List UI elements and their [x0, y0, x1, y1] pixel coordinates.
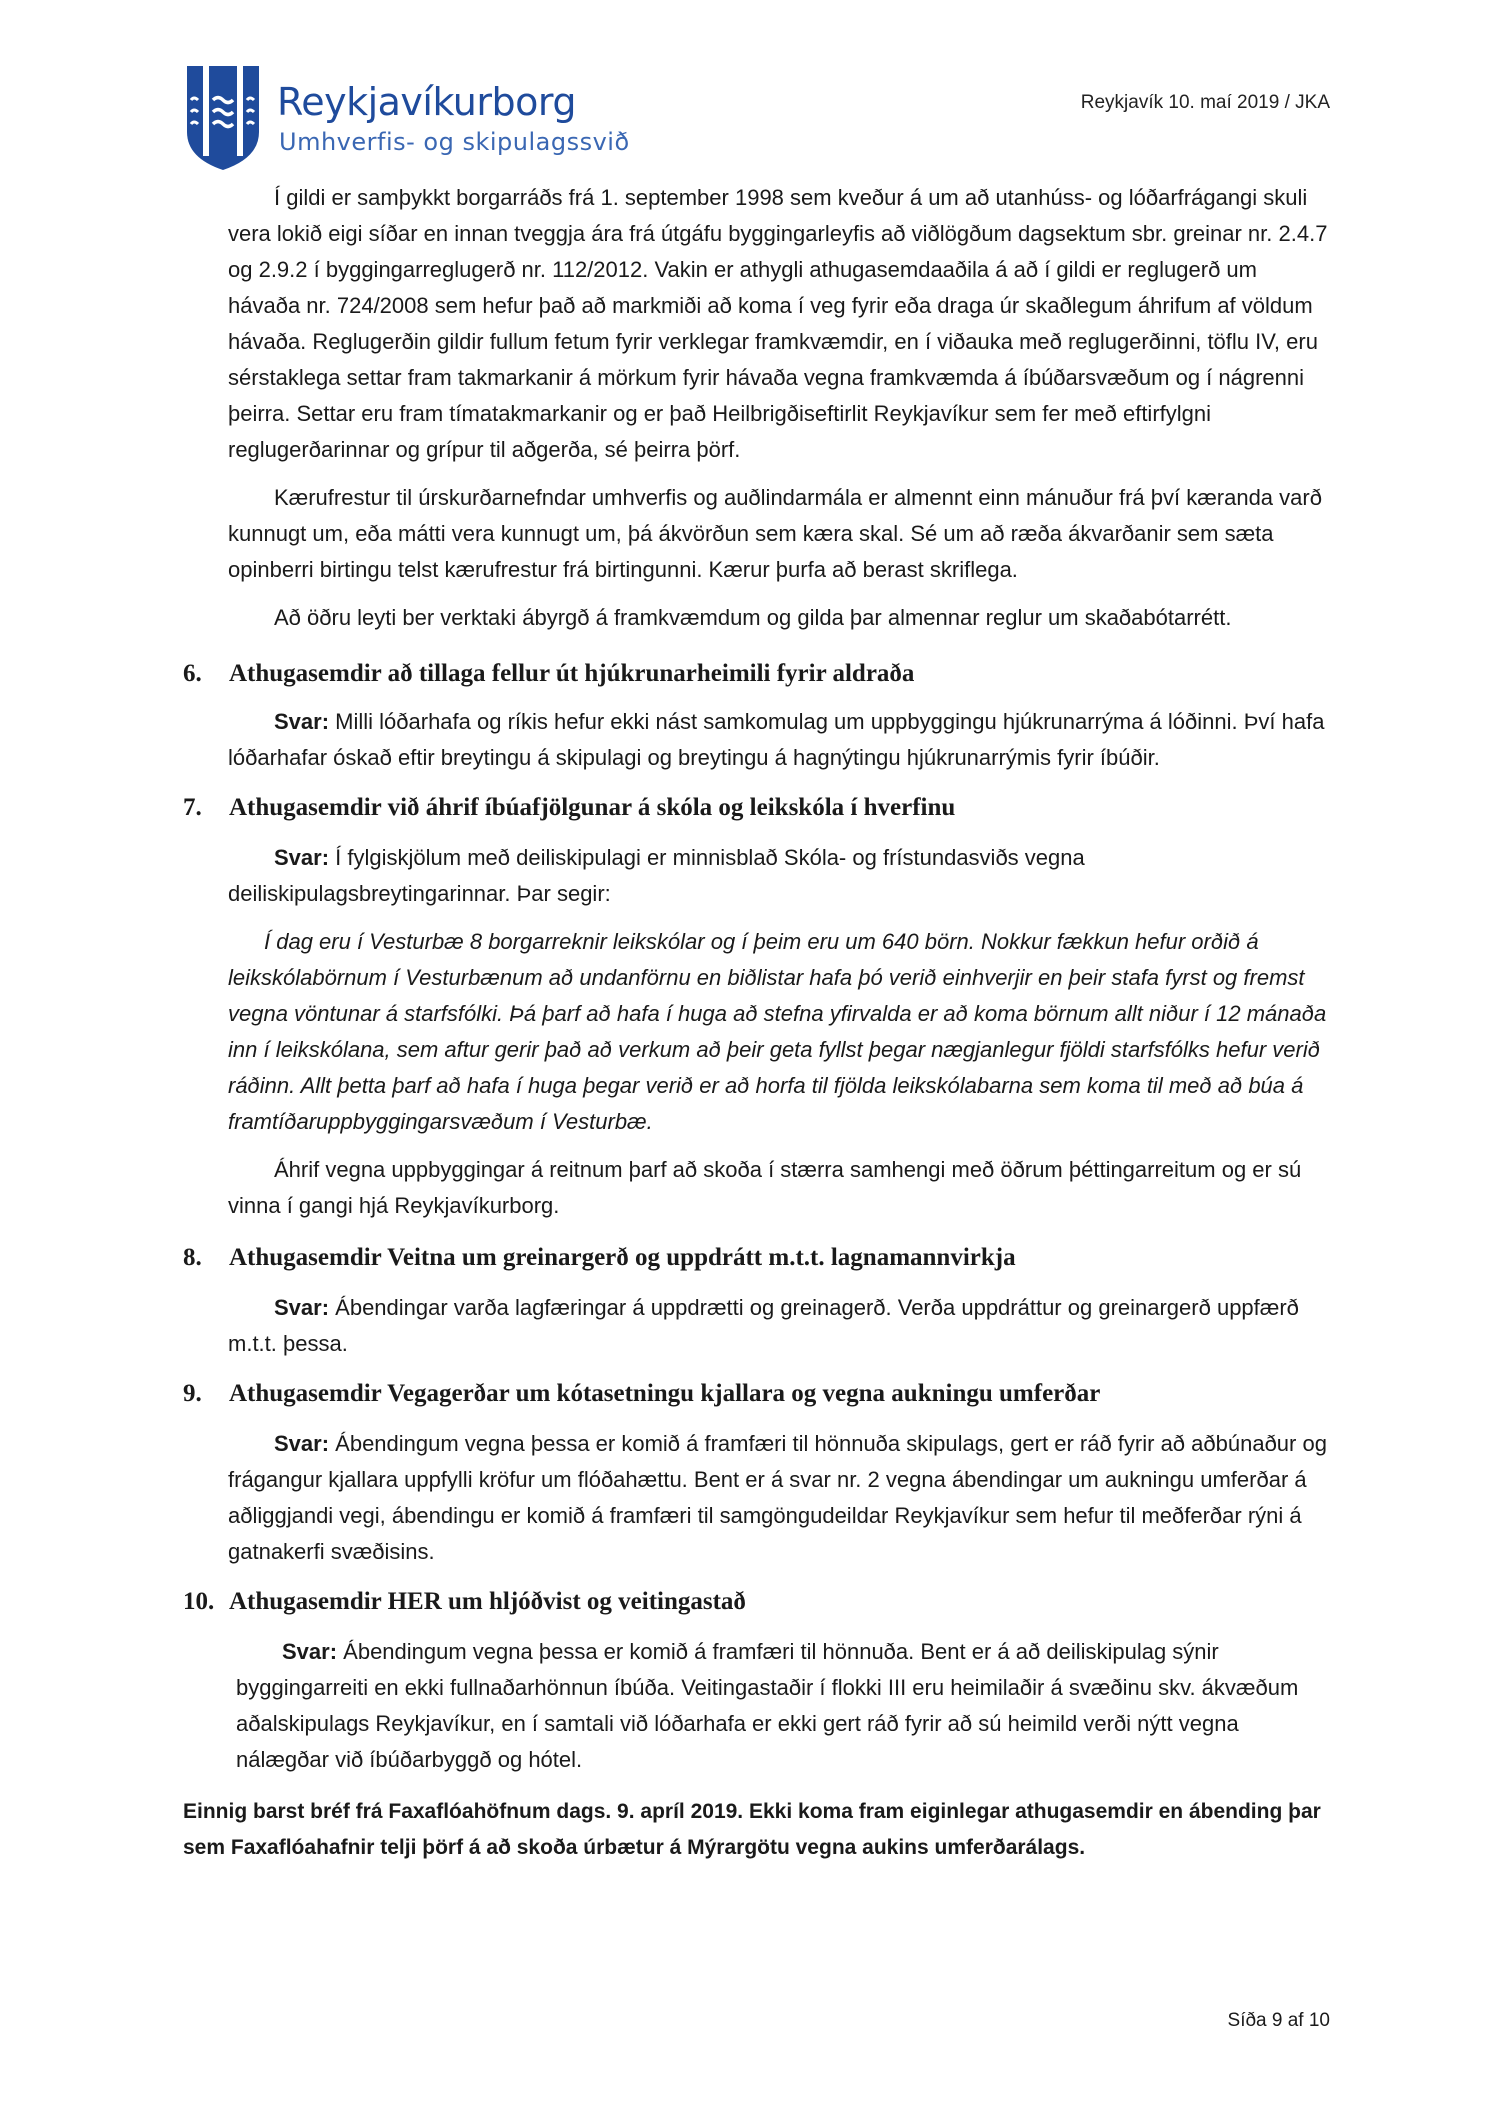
section-number: 8.: [183, 1244, 202, 1271]
section-heading: [183, 792, 1343, 824]
dateline: Reykjavík 10. maí 2019 / JKA: [1080, 92, 1330, 113]
answer-label: Svar:: [282, 1639, 338, 1664]
section-heading: [183, 1242, 1343, 1274]
answer-paragraph: [228, 840, 1328, 912]
closing-statement: Einnig barst bréf frá Faxaflóahöfnum dags. 9. apríl 2019. Ekki koma fram eiginlegar athugasemdir en ábending þar sem Faxaflóahafnir telji þörf á að skoða úrbætur á Mýrargötu vegna aukins umferðarálags.: [183, 1800, 1321, 1859]
section-title: Athugasemdir HER um hljóðvist og veitingastað: [229, 1588, 746, 1615]
department-name: Umhverfis- og skipulagssvið: [279, 128, 630, 156]
answer-text: Ábendingum vegna þessa er komið á framfæri til hönnuða skipulags, gert er ráð fyrir að aðbúnaður og frágangur kjallara uppfylli kröfur um flóðahættu. Bent er á svar nr. 2 vegna ábendingar um aukningu umferðar á aðliggjandi vegi, ábendingu er komið á framfæri til samgöngudeildar Reykjavíkur sem hefur til meðferðar rýni á gatnakerfi svæðisins.: [228, 1431, 1327, 1564]
page-number: Síða 9 af 10: [1227, 2010, 1330, 2031]
paragraph: Að öðru leyti ber verktaki ábyrgð á framkvæmdum og gilda þar almennar reglur um skaðabótarrétt.: [274, 605, 1232, 630]
paragraph: Áhrif vegna uppbyggingar á reitnum þarf að skoða í stærra samhengi með öðrum þéttingarreitum og er sú vinna í gangi hjá Reykjavíkurborg.: [228, 1157, 1302, 1218]
brand-name: Reykjavíkurborg: [277, 80, 576, 124]
section-body: [236, 1634, 1326, 1778]
section-title: Athugasemdir Veitna um greinargerð og uppdrátt m.t.t. lagnamannvirkja: [229, 1244, 1016, 1271]
quoted-memo: Í dag eru í Vesturbæ 8 borgarreknir leikskólar og í þeim eru um 640 börn. Nokkur fækkun hefur orðið á leikskólabörnum í Vesturbænum að undanförnu en biðlistar hafa þó verið einhverjir en þeir stafa fyrst og fremst vegna vöntunar á starfsfólki. Þá þarf að hafa í huga að stefna yfirvalda er að koma börnum allt niður í 12 mánaða inn í leikskólana, sem aftur gerir það að verkum að þeir geta fyllst þegar nægjanlegur fjöldi starfsfólks hefur verið ráðinn. Allt þetta þarf að hafa í huga þegar verið er að horfa til fjölda leikskólabarna sem koma til með að búa á framtíðaruppbyggingarsvæðum í Vesturbæ.: [228, 929, 1327, 1134]
section-number: 7.: [183, 794, 202, 821]
section-number: 6.: [183, 660, 202, 687]
section-body: [228, 1290, 1328, 1362]
answer-label: Svar:: [274, 1295, 330, 1320]
section-heading: [183, 1378, 1343, 1410]
paragraph: Kærufrestur til úrskurðarnefndar umhverfis og auðlindarmála er almennt einn mánuður frá því kæranda varð kunnugt um, eða mátti vera kunnugt um, þá ákvörðun sem kæra skal. Sé um að ræða ákvarðanir sem sæta opinberri birtingu telst kærufrestur frá birtingunni. Kærur þurfa að berast skriflega.: [228, 485, 1322, 582]
paragraph: Í gildi er samþykkt borgarráðs frá 1. september 1998 sem kveður á um að utanhúss- og lóðarfrágangi skuli vera lokið eigi síðar en innan tveggja ára frá útgáfu byggingarleyfis að viðlögðum dagsektum sbr. greinar nr. 2.4.7 og 2.9.2 í byggingarreglugerð nr. 112/2012. Vakin er athygli athugasemdaaðila á að í gildi er reglugerð um hávaða nr. 724/2008 sem hefur það að markmiði að koma í veg fyrir eða draga úr skaðlegum áhrifum af völdum hávaða. Reglugerðin gildir fullum fetum fyrir verklegar framkvæmdir, en í viðauka með reglugerðinni, töflu IV, eru sérstaklega settar fram takmarkanir á mörkum fyrir hávaða vegna framkvæmda á íbúðarsvæðum og í nágrenni þeirra. Settar eru fram tímatakmarkanir og er það Heilbrigðiseftirlit Reykjavíkur sem fer með eftirfylgni reglugerðarinnar og grípur til aðgerða, sé þeirra þörf.: [228, 185, 1328, 462]
section-body: [228, 704, 1328, 776]
reykjavik-logo: [183, 62, 630, 172]
answer-label: Svar:: [274, 1431, 330, 1456]
section-body: [228, 1426, 1328, 1570]
answer-text: Ábendingum vegna þessa er komið á framfæri til hönnuða. Bent er á að deiliskipulag sýnir byggingarreiti en ekki fullnaðarhönnun íbúða. Veitingastaðir í flokki III eru heimilaðir á svæðinu skv. ákvæðum aðalskipulags Reykjavíkur, en í samtali við lóðarhafa er ekki gert ráð fyrir að sú heimild verði nýtt vegna nálægðar við íbúðarbyggð og hótel.: [236, 1639, 1299, 1772]
section-title: Athugasemdir að tillaga fellur út hjúkrunarheimili fyrir aldraða: [229, 660, 915, 687]
answer-paragraph: [228, 704, 1328, 776]
section-body: [228, 840, 1328, 1224]
answer-paragraph: [228, 1426, 1328, 1570]
answer-text: Ábendingar varða lagfæringar á uppdrætti og greinagerð. Verða uppdráttur og greinargerð uppfærð m.t.t. þessa.: [228, 1295, 1299, 1356]
section-heading: [183, 1586, 1343, 1618]
answer-text: Í fylgiskjölum með deiliskipulagi er minnisblað Skóla- og frístundasviðs vegna deiliskipulagsbreytingarinnar. Þar segir:: [228, 845, 1085, 906]
answer-paragraph: [228, 1290, 1328, 1362]
section-title: Athugasemdir við áhrif íbúafjölgunar á skóla og leikskóla í hverfinu: [229, 794, 956, 821]
answer-text: Milli lóðarhafa og ríkis hefur ekki nást samkomulag um uppbyggingu hjúkrunarrýma á lóðinni. Því hafa lóðarhafar óskað eftir breytingu á skipulagi og breytingu á hagnýtingu hjúkrunarrýmis fyrir íbúðir.: [228, 709, 1325, 770]
section-number: 10.: [183, 1588, 215, 1615]
section-heading: [183, 658, 1343, 690]
answer-label: Svar:: [274, 845, 330, 870]
section-title: Athugasemdir Vegagerðar um kótasetningu kjallara og vegna aukningu umferðar: [229, 1380, 1101, 1407]
answer-paragraph: [236, 1634, 1326, 1778]
answer-label: Svar:: [274, 709, 330, 734]
section-number: 9.: [183, 1380, 202, 1407]
intro-block: [228, 180, 1328, 636]
coat-of-arms-icon: [183, 62, 263, 172]
